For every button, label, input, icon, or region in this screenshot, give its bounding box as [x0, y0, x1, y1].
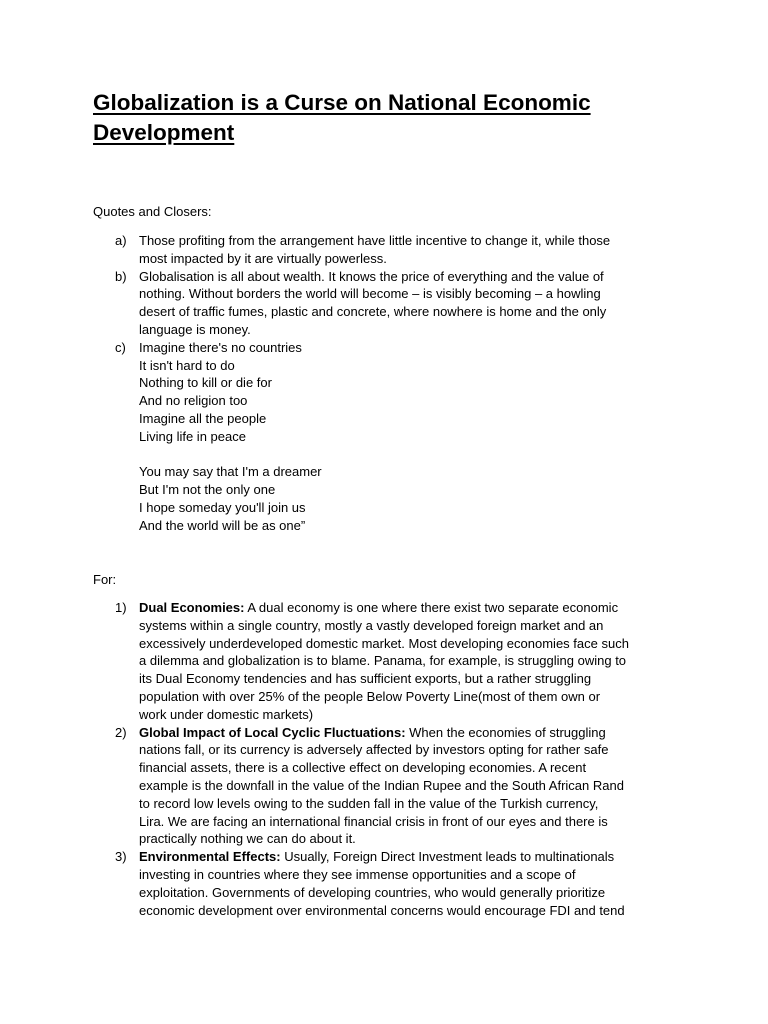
- lyric-line: Imagine there's no countries: [139, 339, 302, 355]
- for-item-heading: Environmental Effects:: [139, 849, 281, 865]
- lyric-line: And the world will be as one”: [139, 517, 306, 533]
- verse-gap: [139, 446, 683, 464]
- for-line: its Dual Economy tendencies and has sufficient exports, but a rather struggling: [139, 671, 592, 687]
- lyric-line: Living life in peace: [139, 428, 246, 444]
- for-line: financial assets, there is a collective effect on developing economies. A recent: [139, 760, 587, 776]
- for-line: systems within a single country, mostly a vastly developed foreign market and an: [139, 617, 604, 633]
- lyric-line: But I'm not the only one: [139, 482, 276, 498]
- for-marker: 3): [115, 849, 127, 865]
- title-line-1: Globalization is a Curse on National Economic: [93, 90, 591, 115]
- lyric-line: It isn't hard to do: [139, 357, 235, 373]
- lyric-line: You may say that I'm a dreamer: [139, 464, 322, 480]
- for-item-text: A dual economy is one where there exist two separate economic: [244, 600, 619, 615]
- title-line-2: Development: [93, 120, 235, 145]
- quote-line: desert of traffic fumes, plastic and concrete, where nowhere is home and the only: [139, 304, 607, 320]
- quotes-section-label: Quotes and Closers:: [93, 204, 212, 219]
- quote-line: Globalisation is all about wealth. It knows the price of everything and the value of: [139, 268, 604, 284]
- quotes-list: [93, 232, 683, 535]
- quote-line: most impacted by it are virtually powerless.: [139, 250, 387, 266]
- for-line: exploitation. Governments of developing countries, who would generally prioritize: [139, 884, 606, 900]
- for-item-1: [93, 599, 683, 724]
- quote-item-a: [93, 232, 683, 268]
- for-section-label: For:: [93, 572, 117, 587]
- for-item-3: [93, 848, 683, 919]
- quote-marker: a): [115, 233, 127, 248]
- for-line: example is the downfall in the value of the Indian Rupee and the South African Rand: [139, 777, 624, 793]
- for-item-heading: Dual Economies:: [139, 600, 245, 615]
- for-line: to record low levels owing to the sudden fall in the value of the Turkish currency,: [139, 795, 599, 811]
- quote-marker: b): [115, 268, 127, 284]
- for-line: Lira. We are facing an international financial crisis in front of our eyes and there is: [139, 813, 608, 829]
- for-item-text: When the economies of struggling: [405, 724, 606, 740]
- quote-line: language is money.: [139, 321, 251, 337]
- for-line: investing in countries where they see immense opportunities and a scope of: [139, 866, 576, 882]
- for-line: population with over 25% of the people Below Poverty Line(most of them own or: [139, 688, 601, 704]
- for-line: excessively underdeveloped domestic market. Most developing economies face such: [139, 635, 629, 651]
- lyric-line: Nothing to kill or die for: [139, 375, 272, 391]
- quote-item-c: [93, 339, 683, 535]
- for-line: a dilemma and globalization is to blame. Panama, for example, is struggling owing to: [139, 653, 627, 669]
- for-marker: 2): [115, 724, 127, 740]
- for-line: economic development over environmental concerns would encourage FDI and tend: [139, 902, 625, 918]
- for-item-text: Usually, Foreign Direct Investment leads to multinationals: [280, 849, 615, 865]
- for-line: practically nothing we can do about it.: [139, 831, 356, 847]
- document-title: [93, 88, 693, 148]
- quote-marker: c): [115, 339, 126, 355]
- for-line: nations fall, or its currency is adversely affected by investors opting for rather safe: [139, 742, 609, 758]
- quote-item-b: [93, 268, 683, 339]
- for-line: work under domestic markets): [139, 706, 314, 722]
- quote-line: Those profiting from the arrangement have little incentive to change it, while those: [139, 233, 611, 248]
- for-first-line: [139, 848, 683, 866]
- for-first-line: [139, 724, 683, 742]
- lyric-line: I hope someday you'll join us: [139, 499, 306, 515]
- lyric-line: Imagine all the people: [139, 410, 267, 426]
- quote-line: nothing. Without borders the world will become – is visibly becoming – a howling: [139, 286, 601, 302]
- for-marker: 1): [115, 600, 127, 615]
- lyric-line: And no religion too: [139, 393, 248, 409]
- for-first-line: [139, 599, 683, 617]
- for-list: [93, 599, 683, 919]
- for-item-2: [93, 724, 683, 849]
- for-item-heading: Global Impact of Local Cyclic Fluctuations:: [139, 724, 406, 740]
